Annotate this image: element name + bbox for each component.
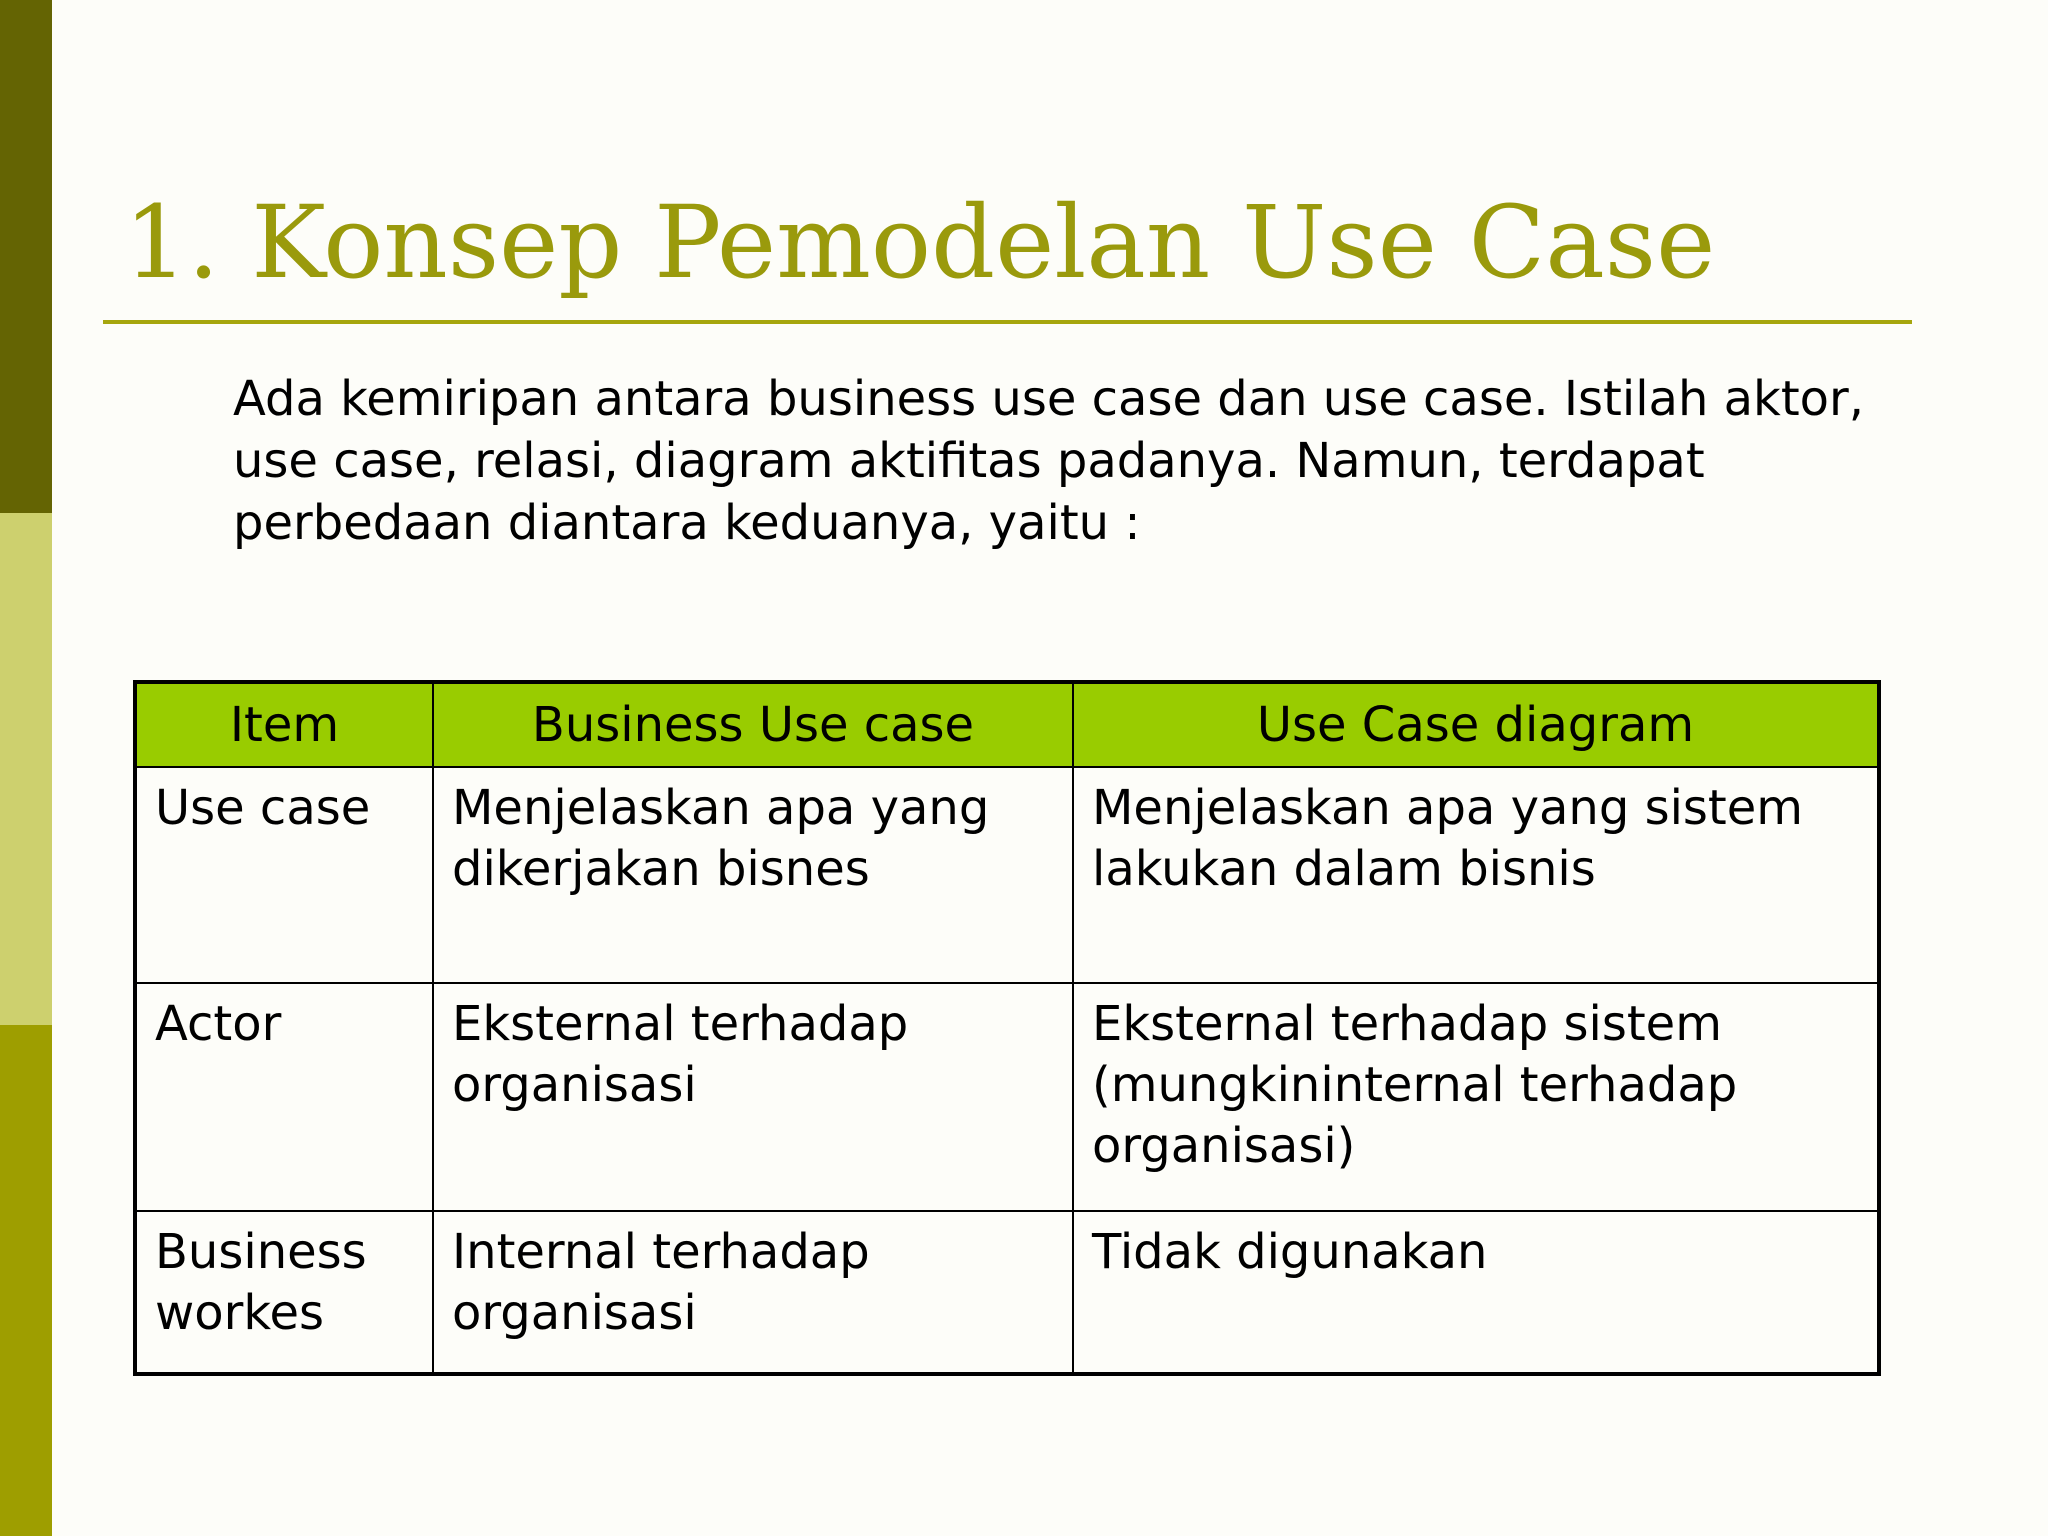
row-item-cell: Business workes (135, 1211, 433, 1374)
row-diagram-cell: Menjelaskan apa yang sistem lakukan dalam bisnis (1073, 767, 1879, 983)
header-use-case-diagram: Use Case diagram (1073, 682, 1879, 767)
row-business-cell: Eksternal terhadap organisasi (433, 983, 1073, 1211)
header-business-use-case: Business Use case (433, 682, 1073, 767)
comparison-table (133, 680, 1881, 1376)
header-item: Item (135, 682, 433, 767)
table-row (135, 1211, 1879, 1374)
slide-title: 1. Konsep Pemodelan Use Case (124, 184, 1716, 301)
row-item-cell: Use case (135, 767, 433, 983)
title-underline (103, 320, 1912, 324)
row-business-cell: Menjelaskan apa yang dikerjakan bisnes (433, 767, 1073, 983)
intro-paragraph: Ada kemiripan antara business use case dan use case. Istilah aktor, use case, relasi, diagram aktifitas padanya. Namun, terdapat perbedaan diantara keduanya, yaitu : (233, 371, 1865, 551)
row-diagram-cell: Tidak digunakan (1073, 1211, 1879, 1374)
table-header-row (135, 682, 1879, 767)
table-row (135, 767, 1879, 983)
side-bar-light (0, 513, 52, 1025)
row-item-cell: Actor (135, 983, 433, 1211)
row-diagram-cell: Eksternal terhadap sistem (mungkininternal terhadap organisasi) (1073, 983, 1879, 1211)
side-bar-olive (0, 1025, 52, 1536)
side-bar-dark (0, 0, 52, 513)
table-row (135, 983, 1879, 1211)
row-business-cell: Internal terhadap organisasi (433, 1211, 1073, 1374)
